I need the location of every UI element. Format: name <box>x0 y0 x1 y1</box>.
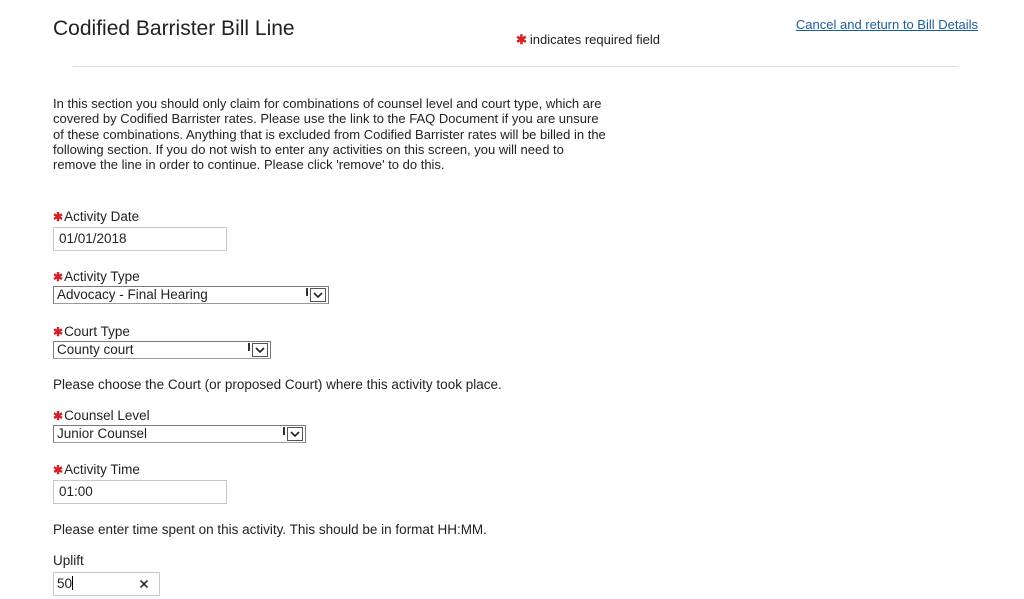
select-tick-mark <box>306 288 308 296</box>
header-divider <box>73 66 958 67</box>
court-type-select[interactable] <box>53 341 271 359</box>
activity-type-select[interactable] <box>53 286 329 304</box>
intro-text: In this section you should only claim for combinations of counsel level and court type, which are covered by Codified Barrister rates. Please use the link to the FAQ Document if you are unsure of these combinations. Anything that is excluded from Codified Barrister rates will be billed in the following section. If you do not wish to enter any activities on this screen, you will need to remove the line in order to continue. Please click 'remove' to do this. <box>53 96 606 173</box>
asterisk-icon: ✱ <box>53 463 64 477</box>
counsel-level-label <box>53 407 306 424</box>
asterisk-icon: ✱ <box>53 270 64 284</box>
activity-time-field <box>53 461 227 504</box>
time-hint: Please enter time spent on this activity. This should be in format HH:MM. <box>53 522 487 537</box>
chevron-down-icon[interactable] <box>310 288 326 302</box>
chevron-down-icon[interactable] <box>252 343 268 357</box>
uplift-field <box>53 552 160 596</box>
activity-type-field <box>53 268 329 304</box>
counsel-level-field <box>53 407 306 443</box>
counsel-level-select[interactable] <box>53 425 306 443</box>
activity-date-field <box>53 208 227 251</box>
court-type-value: County court <box>57 342 134 357</box>
activity-type-value: Advocacy - Final Hearing <box>57 287 208 302</box>
court-hint: Please choose the Court (or proposed Court) where this activity took place. <box>53 377 502 392</box>
uplift-value <box>57 573 73 595</box>
required-note-text: indicates required field <box>529 32 660 47</box>
page-title: Codified Barrister Bill Line <box>53 17 295 40</box>
chevron-down-icon[interactable] <box>287 427 303 441</box>
activity-date-label <box>53 208 227 225</box>
activity-type-label <box>53 268 329 285</box>
court-type-label-text: Court Type <box>64 324 130 339</box>
close-icon[interactable] <box>137 577 151 591</box>
activity-type-label-text: Activity Type <box>64 269 140 284</box>
cancel-return-link[interactable]: Cancel and return to Bill Details <box>795 17 978 32</box>
select-tick-mark <box>248 343 250 351</box>
activity-date-input[interactable]: 01/01/2018 <box>53 227 227 251</box>
activity-time-input[interactable]: 01:00 <box>53 480 227 504</box>
uplift-input[interactable] <box>53 572 160 596</box>
activity-time-label <box>53 461 227 478</box>
asterisk-icon: ✱ <box>516 32 527 47</box>
required-field-note <box>516 32 660 48</box>
court-type-field <box>53 323 271 359</box>
select-tick-mark <box>283 427 285 435</box>
asterisk-icon: ✱ <box>53 409 64 423</box>
uplift-label: Uplift <box>53 553 84 568</box>
asterisk-icon: ✱ <box>53 325 64 339</box>
activity-time-label-text: Activity Time <box>64 462 140 477</box>
counsel-level-label-text: Counsel Level <box>64 408 150 423</box>
uplift-value-text: 50 <box>57 576 73 591</box>
asterisk-icon: ✱ <box>53 210 64 224</box>
counsel-level-value: Junior Counsel <box>57 426 148 441</box>
text-caret <box>72 576 73 590</box>
court-type-label <box>53 323 271 340</box>
activity-date-label-text: Activity Date <box>64 209 140 224</box>
